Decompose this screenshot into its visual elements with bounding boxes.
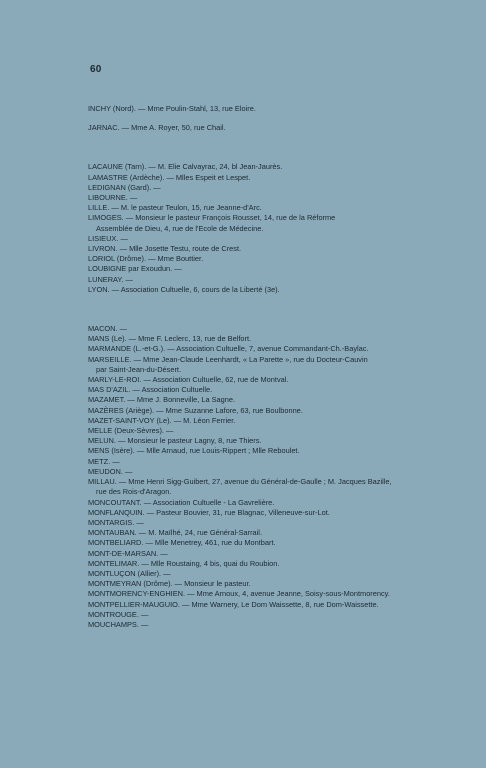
entry-text: MARLY-LE-ROI. — Association Cultuelle, 62, rue de Montval. [88, 375, 289, 385]
directory-entry [88, 213, 428, 233]
directory-entry [88, 395, 428, 405]
directory-entry [88, 193, 428, 203]
entry-text: LYON. — Association Cultuelle, 6, cours de la Liberté (3e). [88, 284, 280, 294]
directory-entry [88, 275, 428, 285]
page-number: 60 [90, 64, 102, 75]
entry-text: MENS (Isère). — Mlle Arnaud, rue Louis-Rippert ; Mlle Reboulet. [88, 446, 300, 456]
directory-entry [88, 579, 428, 589]
entry-continuation: rue des Rois-d'Aragon. [96, 487, 172, 497]
entry-continuation: par Saint-Jean-du-Désert. [96, 364, 182, 374]
directory-entry [88, 254, 428, 264]
entry-text: LIBOURNE. — [88, 193, 138, 203]
directory-list [88, 104, 428, 630]
directory-entry [88, 406, 428, 416]
entry-text: JARNAC. — Mme A. Royer, 50, rue Chail. [88, 123, 226, 133]
directory-entry [88, 183, 428, 193]
directory-entry [88, 600, 428, 610]
directory-entry [88, 234, 428, 244]
directory-entry [88, 569, 428, 579]
directory-entry [88, 173, 428, 183]
entry-text: LUNERAY. — [88, 274, 133, 284]
directory-entry [88, 104, 428, 114]
directory-entry [88, 203, 428, 213]
directory-entry [88, 498, 428, 508]
directory-entry [88, 549, 428, 559]
entry-text: LILLE. — M. le pasteur Teulon, 15, rue Jeanne-d'Arc. [88, 203, 262, 213]
entry-text: INCHY (Nord). — Mme Poulin-Stahl, 13, rue Eloire. [88, 104, 256, 113]
entry-text: MARSEILLE. — Mme Jean-Claude Leenhardt, « La Parette », rue du Docteur-Cauvin [88, 354, 368, 364]
directory-entry [88, 324, 428, 334]
entry-spacer [88, 114, 428, 123]
entry-text: LIVRON. — Mlle Josette Testu, route de Crest. [88, 244, 242, 254]
directory-entry [88, 446, 428, 456]
directory-entry [88, 162, 428, 172]
entry-text: MONTMEYRAN (Drôme). — Monsieur le pasteur. [88, 579, 251, 589]
directory-entry [88, 559, 428, 569]
directory-entry [88, 467, 428, 477]
entry-text: LIMOGES. — Monsieur le pasteur François Rousset, 14, rue de la Réforme [88, 213, 336, 223]
entry-text: METZ. — [88, 456, 120, 466]
directory-entry [88, 264, 428, 274]
directory-entry [88, 457, 428, 467]
entry-text: MONT-DE-MARSAN. — [88, 548, 168, 558]
entry-text: MONTLUÇON (Allier). — [88, 568, 171, 578]
directory-entry [88, 244, 428, 254]
directory-entry [88, 285, 428, 295]
entry-text: MACON. — [88, 324, 128, 334]
entry-text: MONTBELIARD. — Mlle Menetrey, 461, rue du Montbart. [88, 538, 276, 548]
directory-entry [88, 426, 428, 436]
directory-entry [88, 538, 428, 548]
directory-entry [88, 477, 428, 497]
entry-text: MONTELIMAR. — Mlle Roustaing, 4 bis, quai du Roubion. [88, 558, 280, 568]
entry-spacer [88, 295, 428, 324]
entry-text: MONCOUTANT. — Association Cultuelle - La Gavrelière. [88, 497, 275, 507]
entry-text: LOUBIGNE par Exoudun. — [88, 264, 182, 274]
entry-text: MONTMORENCY-ENGHIEN. — Mme Arnoux, 4, avenue Jeanne, Soisy-sous-Montmorency. [88, 589, 390, 599]
entry-text: LEDIGNAN (Gard). — [88, 182, 161, 192]
directory-entry [88, 355, 428, 375]
entry-text: LISIEUX. — [88, 233, 128, 243]
directory-entry [88, 416, 428, 426]
entry-text: LORIOL (Drôme). — Mme Bouttier. [88, 254, 204, 264]
entry-text: MANS (Le). — Mme F. Leclerc, 13, rue de Belfort. [88, 334, 252, 344]
directory-entry [88, 518, 428, 528]
entry-text: MAZET-SAINT-VOY (Le). — M. Léon Ferrier. [88, 415, 236, 425]
entry-text: MILLAU. — Mme Henri Sigg-Guibert, 27, avenue du Général-de-Gaulle ; M. Jacques Bazille, [88, 477, 392, 487]
entry-text: MELLE (Deux-Sèvres). — [88, 426, 174, 436]
directory-entry [88, 375, 428, 385]
entry-text: MOUCHAMPS. — [88, 619, 149, 629]
entry-text: MAS D'AZIL. — Association Cultuelle. [88, 385, 213, 395]
directory-entry [88, 589, 428, 599]
directory-entry [88, 385, 428, 395]
entry-text: MARMANDE (L.-et-G.). — Association Cultuelle, 7, avenue Commandant-Ch.-Baylac. [88, 344, 369, 354]
directory-entry [88, 610, 428, 620]
entry-text: MONTPELLIER-MAUGUIO. — Mme Warnery, Le Dom Waissette, 8, rue Dom-Waissette. [88, 599, 379, 609]
entry-continuation: Assemblée de Dieu, 4, rue de l'Ecole de Médecine. [96, 223, 264, 233]
entry-text: MONTARGIS. — [88, 517, 144, 527]
entry-text: MAZAMET. — Mme J. Bonneville, La Sagne. [88, 395, 236, 405]
directory-entry [88, 334, 428, 344]
directory-entry [88, 508, 428, 518]
entry-text: MAZÈRES (Ariège). — Mme Suzanne Lafore, 63, rue Boulbonne. [88, 405, 303, 415]
entry-text: MEUDON. — [88, 466, 133, 476]
entry-text: MONTAUBAN. — M. Maïlhé, 24, rue Général-Sarrail. [88, 528, 263, 538]
entry-text: MONFLANQUIN. — Pasteur Bouvier, 31, rue Blagnac, Villeneuve-sur-Lot. [88, 507, 330, 517]
directory-entry [88, 123, 428, 133]
entry-spacer [88, 133, 428, 162]
directory-entry [88, 436, 428, 446]
directory-entry [88, 620, 428, 630]
entry-text: LAMASTRE (Ardèche). — Mlles Espeit et Lespet. [88, 172, 251, 182]
entry-text: MONTROUGE. — [88, 609, 149, 619]
entry-text: LACAUNE (Tarn). — M. Elie Calvayrac, 24, bl Jean-Jaurès. [88, 162, 283, 172]
directory-entry [88, 528, 428, 538]
directory-entry [88, 344, 428, 354]
entry-text: MELUN. — Monsieur le pasteur Lagny, 8, rue Thiers. [88, 436, 262, 446]
